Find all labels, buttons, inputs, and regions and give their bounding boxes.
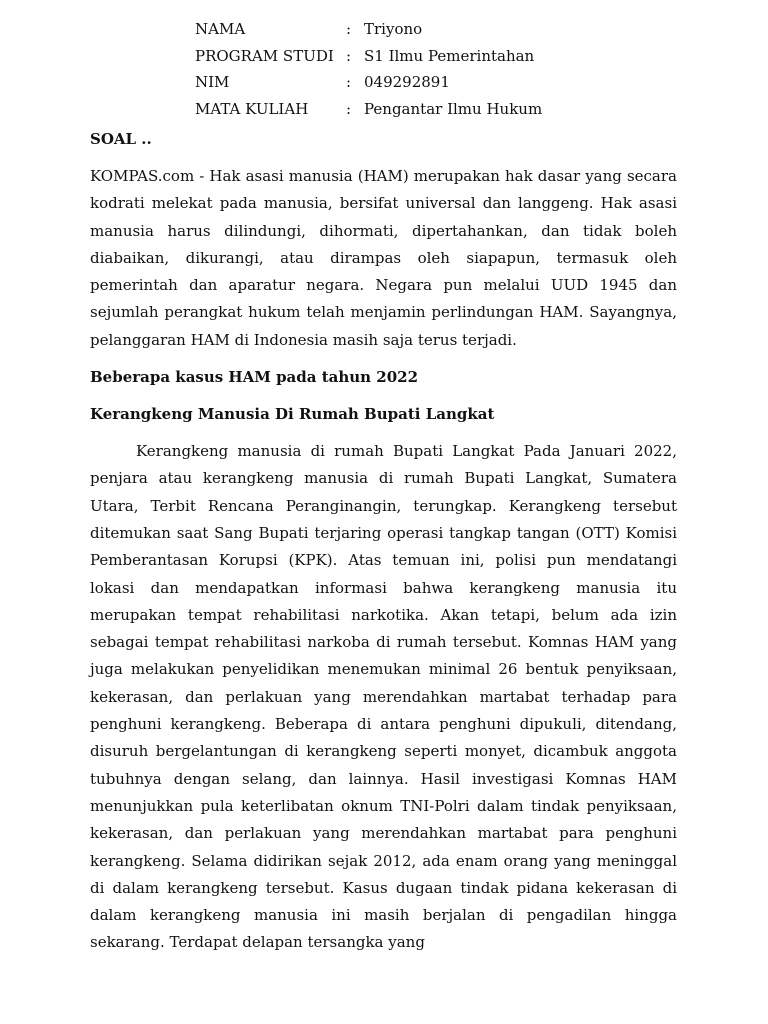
info-value: 049292891 — [364, 73, 450, 91]
info-colon: : — [346, 73, 352, 91]
info-colon: : — [346, 46, 352, 65]
info-label: NAMA — [195, 20, 246, 38]
document-body — [90, 126, 677, 957]
info-row-nim — [195, 69, 542, 96]
info-label: MATA KULIAH — [195, 99, 309, 118]
info-colon: : — [346, 20, 352, 38]
info-row-nama — [195, 16, 542, 43]
section-heading: Beberapa kasus HAM pada tahun 2022 — [90, 368, 419, 387]
info-row-mata-kuliah — [195, 96, 542, 123]
info-value: Triyono — [364, 20, 423, 38]
info-value: Pengantar Ilmu Hukum — [364, 99, 543, 118]
intro-paragraph: KOMPAS.com - Hak asasi manusia (HAM) merupakan hak dasar yang secara kodrati melekat pada manusia, bersifat universal dan langgeng. Hak asasi manusia harus dilindungi, dihormati, dipertahankan, dan tidak boleh diabaikan, dikurangi, atau dirampas oleh siapapun, termasuk oleh pemerintah dan aparatur negara. Negara pun melalui UUD 1945 dan sejumlah perangkat hukum telah menjamin perlindungan HAM. Sayangnya, pelanggaran HAM di Indonesia masih saja terus terjadi. — [90, 167, 677, 349]
student-info-table — [195, 16, 542, 122]
info-label: PROGRAM STUDI — [195, 46, 334, 65]
info-value: S1 Ilmu Pemerintahan — [364, 46, 535, 65]
case-heading: Kerangkeng Manusia Di Rumah Bupati Langkat — [90, 405, 495, 424]
info-label: NIM — [195, 73, 230, 91]
info-row-program-studi — [195, 43, 542, 70]
soal-heading: SOAL .. — [90, 130, 152, 148]
info-colon: : — [346, 99, 352, 118]
case-paragraph: Kerangkeng manusia di rumah Bupati Langkat Pada Januari 2022, penjara atau kerangkeng manusia di rumah Bupati Langkat, Sumatera Utara, Terbit Rencana Peranginangin, terungkap. Kerangkeng tersebut ditemukan saat Sang Bupati terjaring operasi tangkap tangan (OTT) Komisi Pemberantasan Korupsi (KPK). Atas temuan ini, polisi pun mendatangi lokasi dan mendapatkan informasi bahwa kerangkeng manusia itu merupakan tempat rehabilitasi narkotika. Akan tetapi, belum ada izin sebagai tempat rehabilitasi narkoba di rumah tersebut. Komnas HAM yang juga melakukan penyelidikan menemukan minimal 26 bentuk penyiksaan, kekerasan, dan perlakuan yang merendahkan martabat terhadap para penghuni kerangkeng. Beberapa di antara penghuni dipukuli, ditendang, disuruh bergelantungan di kerangkeng seperti monyet, dicambuk anggota tubuhnya dengan selang, dan lainnya. Hasil investigasi Komnas HAM menunjukkan pula keterlibatan oknum TNI-Polri dalam tindak penyiksaan, kekerasan, dan perlakuan yang merendahkan martabat para penghuni kerangkeng. Selama didirikan sejak 2012, ada enam orang yang meninggal di dalam kerangkeng tersebut. Kasus dugaan tindak pidana kekerasan di dalam kerangkeng manusia ini masih berjalan di pengadilan hingga sekarang. Terdapat delapan tersangka yang — [90, 442, 677, 952]
